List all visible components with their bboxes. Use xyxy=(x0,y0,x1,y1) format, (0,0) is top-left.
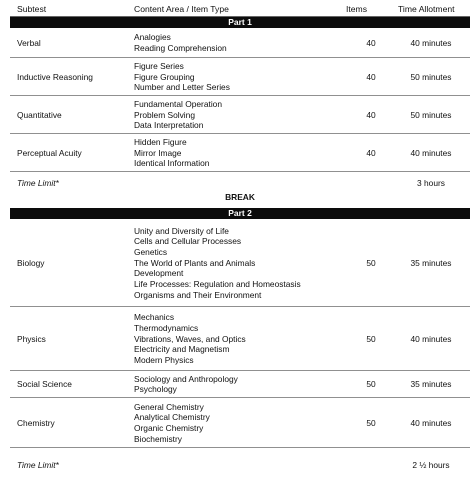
subtest-name: Perceptual Acuity xyxy=(17,147,82,158)
row-divider xyxy=(10,447,470,448)
item-count: 40 xyxy=(366,71,376,82)
content-area-item: Cells and Cellular Processes xyxy=(134,236,242,247)
content-area-item: Problem Solving xyxy=(134,109,195,120)
time-allotment: 40 minutes xyxy=(410,333,452,344)
content-area-item: Unity and Diversity of Life xyxy=(134,225,229,236)
content-area-item: Sociology and Anthropology xyxy=(134,373,238,384)
table-row xyxy=(10,219,470,307)
item-count: 50 xyxy=(366,257,376,268)
part-2-time-limit-value: 2 ½ hours xyxy=(412,460,450,470)
table-row xyxy=(10,96,470,134)
content-area-item: The World of Plants and Animals xyxy=(134,257,256,268)
content-area-item: Mirror Image xyxy=(134,147,182,158)
content-area-item: Identical Information xyxy=(134,158,210,169)
content-area-item: Psychology xyxy=(134,384,177,395)
content-area-list xyxy=(134,61,230,93)
part-1-label: Part 1 xyxy=(228,17,252,27)
row-divider xyxy=(10,171,470,172)
content-area-list xyxy=(134,312,246,365)
content-area-item: Mechanics xyxy=(134,312,175,323)
content-area-item: Development xyxy=(134,268,184,279)
content-area-item: Figure Grouping xyxy=(134,71,195,82)
item-count: 50 xyxy=(366,333,376,344)
item-count: 40 xyxy=(366,147,376,158)
content-area-item: Analytical Chemistry xyxy=(134,412,210,423)
content-area-list xyxy=(134,402,210,445)
content-area-item: Organic Chemistry xyxy=(134,422,204,433)
content-area-item: Genetics xyxy=(134,246,168,257)
header-subtest: Subtest xyxy=(17,4,47,14)
part-2-label: Part 2 xyxy=(228,208,252,218)
table-row xyxy=(10,307,470,371)
table-row xyxy=(10,371,470,398)
content-area-list xyxy=(134,374,238,395)
content-area-item: Biochemistry xyxy=(134,433,182,444)
content-area-list xyxy=(134,226,301,301)
header-content-area: Content Area / Item Type xyxy=(134,4,229,14)
subtest-name: Biology xyxy=(17,257,45,268)
time-allotment: 35 minutes xyxy=(410,379,452,390)
item-count: 50 xyxy=(366,417,376,428)
content-area-item: Thermodynamics xyxy=(134,322,199,333)
content-area-item: Data Interpretation xyxy=(134,120,204,131)
time-allotment: 50 minutes xyxy=(410,71,452,82)
time-allotment: 40 minutes xyxy=(410,37,452,48)
content-area-item: Organisms and Their Environment xyxy=(134,289,262,300)
table-row xyxy=(10,58,470,96)
header-time-allotment: Time Allotment xyxy=(398,4,455,14)
part-1-bar xyxy=(10,17,470,28)
subtest-name: Quantitative xyxy=(17,109,62,120)
item-count: 40 xyxy=(366,37,376,48)
time-allotment: 40 minutes xyxy=(410,147,452,158)
break-label: BREAK xyxy=(225,192,255,202)
subtest-name: Physics xyxy=(17,333,46,344)
content-area-item: General Chemistry xyxy=(134,401,204,412)
part-2-bar xyxy=(10,208,470,219)
content-area-item: Life Processes: Regulation and Homeostasis xyxy=(134,278,301,289)
subtest-name: Inductive Reasoning xyxy=(17,71,93,82)
part-2-time-limit-label: Time Limit* xyxy=(17,460,59,470)
table-row xyxy=(10,398,470,448)
content-area-list xyxy=(134,137,209,169)
header-items: Items xyxy=(346,4,368,14)
time-allotment: 40 minutes xyxy=(410,417,452,428)
item-count: 50 xyxy=(366,379,376,390)
part-1-time-limit-value: 3 hours xyxy=(417,178,445,188)
content-area-item: Vibrations, Waves, and Optics xyxy=(134,333,246,344)
content-area-item: Electricity and Magnetism xyxy=(134,344,230,355)
table-row xyxy=(10,134,470,172)
content-area-list xyxy=(134,32,227,53)
part-1-time-limit-label: Time Limit* xyxy=(17,178,59,188)
subtest-name: Social Science xyxy=(17,379,72,390)
subtest-name: Chemistry xyxy=(17,417,55,428)
content-area-item: Reading Comprehension xyxy=(134,42,227,53)
time-allotment: 35 minutes xyxy=(410,257,452,268)
subtest-name: Verbal xyxy=(17,37,41,48)
time-allotment: 50 minutes xyxy=(410,109,452,120)
content-area-list xyxy=(134,99,222,131)
content-area-item: Hidden Figure xyxy=(134,136,187,147)
content-area-item: Number and Letter Series xyxy=(134,82,230,93)
table-row xyxy=(10,28,470,58)
item-count: 40 xyxy=(366,109,376,120)
content-area-item: Modern Physics xyxy=(134,355,194,365)
content-area-item: Figure Series xyxy=(134,60,184,71)
content-area-item: Fundamental Operation xyxy=(134,98,222,109)
content-area-item: Analogies xyxy=(134,32,171,43)
